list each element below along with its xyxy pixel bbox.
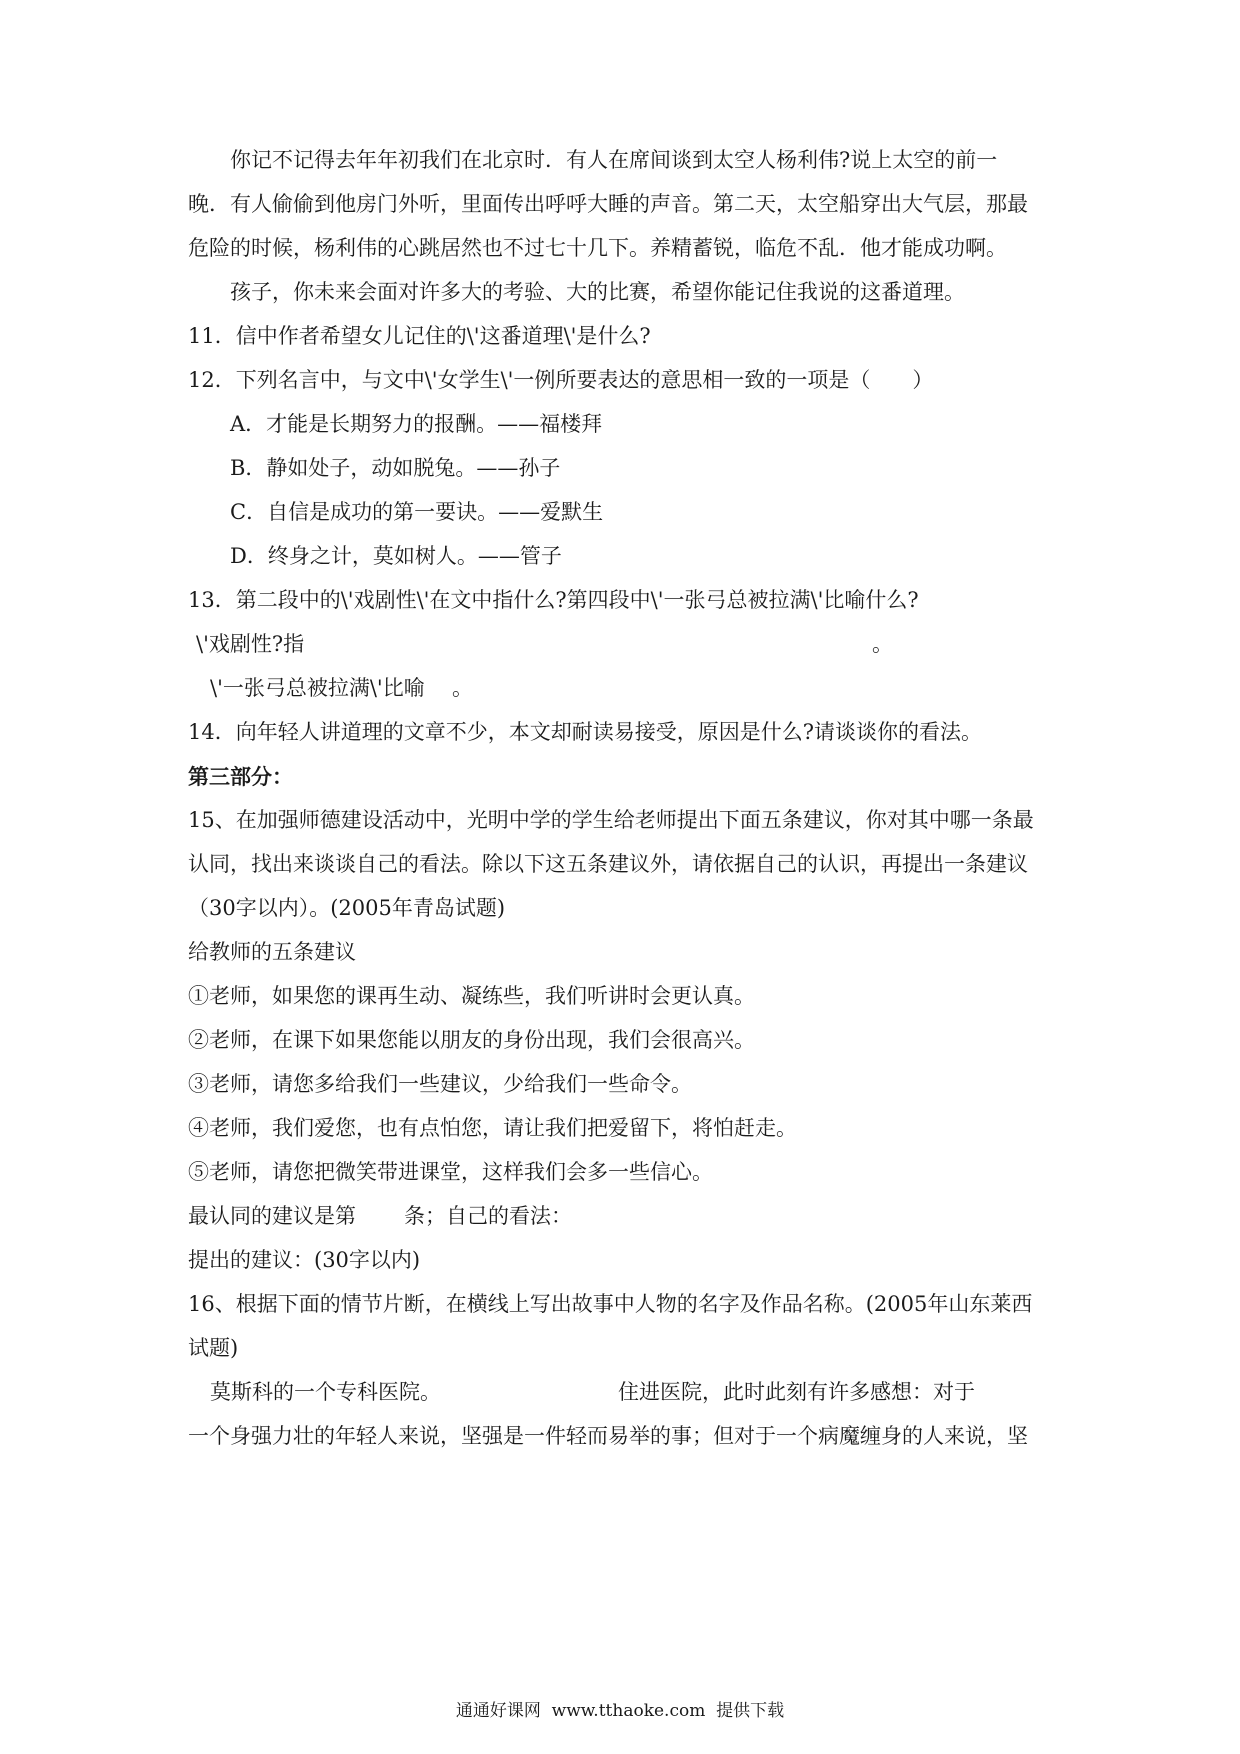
suggestion-list-title: 给教师的五条建议 xyxy=(188,940,356,964)
question-12-stem: 12．下列名言中，与文中\'女学生\'一例所要表达的意思相一致的一项是（ ） xyxy=(188,368,934,392)
option-a: A．才能是长期努力的报酬。——福楼拜 xyxy=(230,412,603,436)
passage-line: 危险的时候，杨利伟的心跳居然也不过七十几下。养精蓄锐，临危不乱．他才能成功啊。 xyxy=(188,236,1007,260)
suggestion-item: ①老师，如果您的课再生动、凝练些，我们听讲时会更认真。 xyxy=(188,984,755,1008)
suggestion-item: ④老师，我们爱您，也有点怕您，请让我们把爱留下，将怕赶走。 xyxy=(188,1116,797,1140)
question-15-line: 认同，找出来谈谈自己的看法。除以下这五条建议外，请依据自己的认识，再提出一条建议 xyxy=(188,852,1028,876)
answer-13-end-2: 。 xyxy=(452,676,473,700)
passage-line: 孩子，你未来会面对许多大的考验、大的比赛，希望你能记住我说的这番道理。 xyxy=(230,280,965,304)
question-16-line: 16、根据下面的情节片断，在横线上写出故事中人物的名字及作品名称。(2005年山东莱西 xyxy=(188,1292,1033,1316)
answer-13-label-2: \'一张弓总被拉满\'比喻 xyxy=(210,676,425,700)
question-13-stem: 13．第二段中的\'戏剧性\'在文中指什么?第四段中\'一张弓总被拉满\'比喻什么? xyxy=(188,588,919,612)
question-16-line: 试题) xyxy=(188,1336,239,1360)
answer-15-label-2: 条；自己的看法： xyxy=(404,1204,572,1228)
passage-line: 你记不记得去年年初我们在北京时．有人在席间谈到太空人杨利伟?说上太空的前一 xyxy=(230,148,998,172)
answer-15-label-1: 最认同的建议是第 xyxy=(188,1204,356,1228)
suggestion-item: ③老师，请您多给我们一些建议，少给我们一些命令。 xyxy=(188,1072,692,1096)
question-11: 11．信中作者希望女儿记住的\'这番道理\'是什么? xyxy=(188,324,651,348)
story-excerpt-line: 一个身强力壮的年轻人来说，坚强是一件轻而易举的事；但对于一个病魔缠身的人来说，坚 xyxy=(188,1424,1028,1448)
option-b: B．静如处子，动如脱兔。——孙子 xyxy=(230,456,561,480)
section-heading: 第三部分： xyxy=(188,764,293,789)
question-15-line: 15、在加强师德建设活动中，光明中学的学生给老师提出下面五条建议，你对其中哪一条最 xyxy=(188,808,1034,832)
answer-15-label-3: 提出的建议：(30字以内) xyxy=(188,1248,421,1272)
suggestion-item: ②老师，在课下如果您能以朋友的身份出现，我们会很高兴。 xyxy=(188,1028,755,1052)
option-d: D．终身之计，莫如树人。——管子 xyxy=(230,544,562,568)
answer-13-label-1: \'戏剧性?指 xyxy=(196,632,305,656)
answer-13-end-1: 。 xyxy=(872,632,893,656)
story-excerpt-part: 住进医院，此时此刻有许多感想：对于 xyxy=(618,1380,975,1404)
question-15-line: （30字以内）。(2005年青岛试题) xyxy=(188,896,506,920)
option-c: C．自信是成功的第一要诀。——爱默生 xyxy=(230,500,604,524)
story-excerpt-part: 莫斯科的一个专科医院。 xyxy=(210,1380,441,1404)
suggestion-item: ⑤老师，请您把微笑带进课堂，这样我们会多一些信心。 xyxy=(188,1160,713,1184)
question-14: 14．向年轻人讲道理的文章不少，本文却耐读易接受，原因是什么?请谈谈你的看法。 xyxy=(188,720,982,744)
page-footer: 通通好课网 www.tthaoke.com 提供下载 xyxy=(455,1701,785,1721)
passage-line: 晚．有人偷偷到他房门外听，里面传出呼呼大睡的声音。第二天，太空船穿出大气层，那最 xyxy=(188,192,1028,216)
